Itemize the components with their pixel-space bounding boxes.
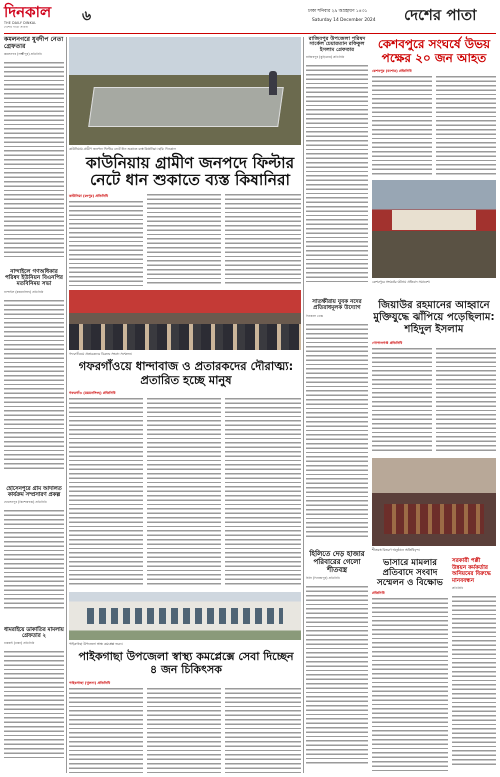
ziaur-byline: গোপালগঞ্জ প্রতিনিধি — [372, 341, 403, 345]
logo-text: দিনকাল — [4, 3, 52, 21]
article-byline: হিলি (দিনাজপুর) প্রতিনিধি — [306, 576, 340, 580]
photo-windows — [87, 608, 283, 624]
ziaur-body-col1 — [372, 347, 432, 453]
paikgacha-body-col1 — [69, 687, 143, 773]
gafargaon-body-col1 — [69, 397, 143, 587]
tagline: দেশের পাতা সংবাদ — [4, 25, 29, 29]
bhasar-body — [372, 597, 448, 773]
article-title: হোসেনপুরে গ্রাম আদালত কার্যক্রম সম্প্রসারণ প্রকল্প — [6, 486, 62, 498]
ziaur-headline: জিয়াউর রহমানের আহ্বানে মুক্তিযুদ্ধে ঝাঁপিয়ে পড়েছিলাম: শহিদুল ইসলাম — [373, 300, 495, 335]
article-byline: প্রতিনিধি — [452, 586, 464, 591]
article-hili — [306, 550, 368, 773]
article-nandail — [4, 270, 64, 480]
photo-crowd — [69, 324, 301, 350]
page-number: ৬ — [82, 8, 92, 24]
photo-caption: কাউনিয়ায় গ্রামীণ জনপদে ফিল্টার নেটে ধান শুকাতে ব্যস্ত কিষানিরা। ছবি: দিনকাল — [69, 147, 176, 151]
column-divider-mid — [303, 37, 304, 773]
article-body — [4, 509, 64, 609]
photo-health-complex — [69, 592, 301, 640]
paikgacha-caption: পাইকগাছা উপজেলা স্বাস্থ্য কমপ্লেক্স ভবন। — [69, 642, 123, 646]
keshabpur-byline: কেশবপুর (যশোর) প্রতিনিধি — [372, 69, 412, 73]
article-rajibpur — [306, 37, 368, 297]
article-hossainpur — [4, 487, 64, 623]
bhasar-byline: প্রতিনিধি — [372, 591, 385, 595]
article-body — [452, 595, 496, 765]
gafargaon-headline: গফরগাঁওয়ে ধান্দাবাজ ও প্রতারকদের দৌরাত্ম্য: প্রতারিত হচ্ছে মানুষ — [78, 359, 294, 387]
section-title: দেশের পাতা — [404, 6, 477, 24]
article-body — [306, 323, 368, 538]
logo-subtitle: THE DAILY DINKAL — [4, 21, 37, 25]
gafargaon-byline: গফরগাঁও (ময়মনসিংহ) প্রতিনিধি — [69, 391, 116, 395]
article-title: ধামরাইয়ে ডাকাতির মামলায় গ্রেফতার ২ — [4, 627, 64, 639]
article-byline: নান্দাইল (ময়মনসিংহ) প্রতিনিধি — [4, 289, 44, 294]
article-byline: ধামরাই (ঢাকা) প্রতিনিধি — [4, 641, 35, 646]
keshabpur-caption: কেশবপুরে সংঘর্ষের ঘটনায় প্রতিবাদ সমাবেশ। — [372, 280, 430, 284]
banner — [392, 210, 476, 230]
masthead — [4, 4, 496, 34]
paikgacha-byline: পাইকগাছা (খুলনা) প্রতিনিধি — [69, 681, 111, 685]
article-body — [306, 585, 368, 765]
gafargaon-body-col3 — [225, 397, 301, 587]
keshabpur-headline: কেশবপুরে সংঘর্ষে উভয় পক্ষের ২০ জন আহত — [377, 37, 491, 65]
gafargaon-caption: গফরগাঁওয়ে প্রতারকদের বিরুদ্ধে সংবাদ সম্মেলন। — [69, 352, 132, 356]
column-divider-left — [66, 37, 67, 773]
lead-byline: কাউনিয়া (রংপুর) প্রতিনিধি — [69, 194, 109, 198]
article-byline: কমলনগর (লক্ষ্মীপুর) প্রতিনিধি — [4, 52, 42, 56]
photo-person — [269, 71, 277, 95]
photo-winter-clothes — [372, 458, 496, 546]
bhasar-headline: ভাসারে মামলার প্রতিবাদে সংবাদ সম্মেলন ও বিক্ষোভ — [377, 558, 443, 588]
article-title: রাজিবপুর উপজেলা পরিষদ সার্কেল চেয়ারম্যান রফিকুল ইসলাম গ্রেফতার — [308, 36, 366, 53]
article-body — [4, 299, 64, 471]
photo-blankets — [384, 504, 484, 534]
keshabpur-body-col1 — [372, 75, 432, 175]
paikgacha-body-col3 — [225, 687, 301, 773]
article-byline: রাজিবপুর (কুড়িগ্রাম) প্রতিনিধি — [306, 55, 345, 60]
photo-net-drying — [69, 37, 301, 145]
lead-body-col3 — [225, 193, 301, 286]
article-body — [4, 650, 64, 758]
article-title: নান্দাইলে গণঅধিকার পরিষদ ইউনিয়ন বিএনপির মতবিনিময় সভা — [4, 269, 63, 287]
paikgacha-headline: পাইকগাছা উপজেলা স্বাস্থ্য কমপ্লেক্সে সেবা দিচ্ছেন ৪ জন চিকিৎসক — [78, 650, 294, 676]
article-byline: হোসেনপুর (কিশোরগঞ্জ) প্রতিনিধি — [4, 500, 47, 505]
keshabpur-body-col2 — [436, 75, 496, 175]
article-body — [4, 61, 64, 257]
lead-body-col1 — [69, 200, 143, 286]
article-title: সরকারী পল্লী উন্নয়ন কর্মকর্তার অনিয়মের বিরুদ্ধে মানববন্ধন — [452, 558, 491, 584]
article-kamalnagar — [4, 37, 64, 267]
photo-keshabpur-rally — [372, 180, 496, 278]
date-english: Saturday 14 December 2024 — [312, 18, 376, 23]
article-title: হিলিতে দেড় হাজার পরিবারের গেলো শীতবস্ত্র — [309, 550, 365, 574]
photo-gafargaon-meeting — [69, 290, 301, 350]
paikgacha-body-col2 — [147, 687, 221, 773]
article-palli-unnayan — [452, 558, 496, 773]
photo-net-sheet — [88, 87, 284, 127]
lead-body-col2 — [147, 193, 221, 286]
lead-headline: কাউনিয়ায় গ্রামীণ জনপদে ফিল্টার নেটে ধান শুকাতে ব্যস্ত কিষানিরা — [85, 154, 295, 189]
article-title: কমলনগরে যুবদীপ নেতা গ্রেফতার — [4, 36, 64, 50]
ziaur-caption: শীতবস্ত্র বিতরণ অনুষ্ঠানে অতিথিবৃন্দ। — [372, 548, 420, 552]
article-satkhira — [306, 300, 368, 546]
article-dhamrai — [4, 628, 64, 773]
article-body — [306, 64, 368, 284]
gafargaon-body-col2 — [147, 397, 221, 587]
masthead-rule — [4, 33, 496, 34]
ziaur-body-col2 — [436, 347, 496, 453]
newspaper-logo — [4, 4, 66, 28]
article-title: সাতক্ষীরায় যুবক নদের প্রতিরাধমূলক উদ্যোগ — [312, 299, 362, 311]
article-byline: দিনকাল ডেস্ক — [306, 313, 323, 318]
date-bengali: ঢাকা শনিবার ২৯ অগ্রহায়ণ ১৪৩১ — [308, 9, 368, 14]
